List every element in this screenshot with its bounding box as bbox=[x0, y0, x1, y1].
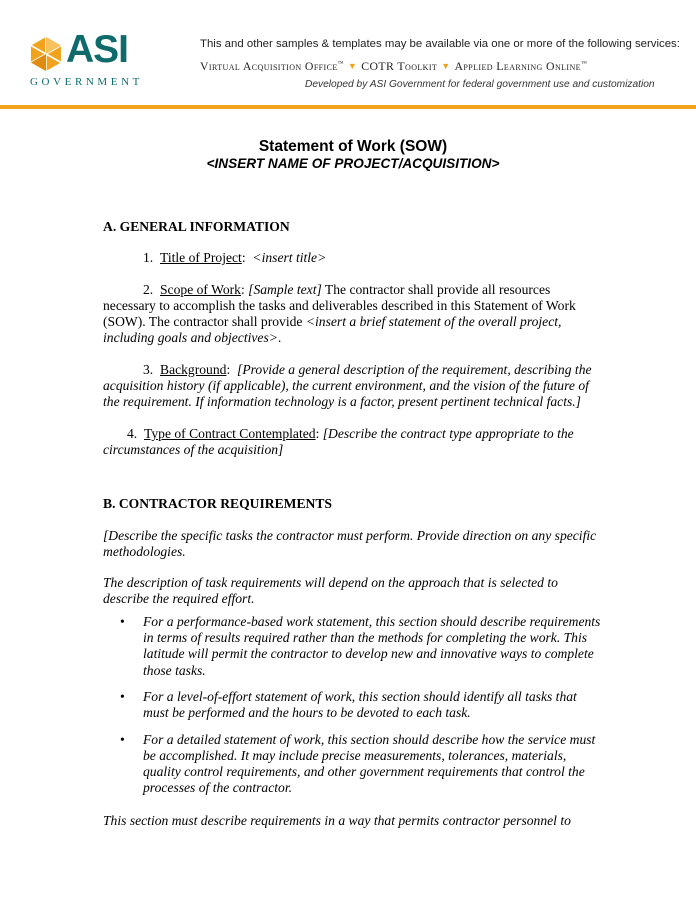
approach-text: The description of task requirements will depend on the approach that is selected to describe the required effort. bbox=[103, 575, 558, 607]
section-b-heading: B. CONTRACTOR REQUIREMENTS bbox=[103, 496, 332, 512]
trademark: ™ bbox=[580, 61, 588, 68]
page-header bbox=[0, 0, 696, 110]
service-virtual-acquisition-office[interactable]: Virtual Acquisition Office bbox=[200, 59, 338, 73]
item-background: 3. Background: [Provide a general description of the requirement, describing the acquisition history (if applicable), the current environment, and the vision of the future of the requirement. If information technology is a factor, present pertinent technical facts.] bbox=[103, 361, 592, 410]
developed-by-note: Developed by ASI Government for federal government use and customization bbox=[305, 79, 655, 90]
header-divider bbox=[0, 105, 696, 109]
item-scope-of-work: 2. Scope of Work: [Sample text] The contractor shall provide all resources necessary to accomplish the tasks and deliverables described in this Statement of Work (SOW). The contractor shall provide <insert a brief statement of the overall project, including goals and objectives>. bbox=[103, 281, 576, 346]
item-label: Title of Project bbox=[160, 250, 242, 266]
bullet-text: For a detailed statement of work, this section should describe how the service must be accomplished. It may include precise measurements, tolerances, materials, quality control requirements, and other government requirements that control the processes of the contractor. bbox=[143, 731, 596, 796]
item-placeholder: <insert a brief statement of the overall project, including goals and objectives> bbox=[103, 314, 562, 346]
item-sample-tag: [Sample text] bbox=[248, 281, 322, 297]
list-item bbox=[103, 614, 603, 679]
services-list bbox=[200, 59, 587, 74]
item-text: [Provide a general description of the requirement, describing the acquisition history (if applicable), the current environment, and the vision of the future of the requirement. If information technology is a factor, present pertinent technical facts.] bbox=[103, 361, 592, 410]
document-body bbox=[103, 138, 603, 829]
item-title-of-project: 1. Title of Project: <insert title> bbox=[143, 250, 327, 266]
item-text-end: . bbox=[277, 330, 282, 346]
closing-text: This section must describe requirements in a way that permits contractor personnel to bbox=[103, 812, 571, 828]
requirements-bullet-list bbox=[103, 614, 603, 797]
item-label: Type of Contract Contemplated bbox=[144, 425, 316, 441]
item-text: <insert title> bbox=[252, 250, 327, 266]
bullet-icon: • bbox=[120, 731, 125, 747]
section-b-approach bbox=[103, 575, 603, 608]
service-applied-learning-online[interactable]: Applied Learning Online bbox=[454, 59, 581, 73]
document-title: Statement of Work (SOW) bbox=[258, 138, 448, 155]
bullet-icon: • bbox=[120, 613, 125, 629]
document-subtitle: <INSERT NAME OF PROJECT/ACQUISITION> bbox=[206, 156, 500, 171]
services-intro: This and other samples & templates may be available via one or more of the following services: bbox=[200, 38, 680, 50]
logo-subtitle: GOVERNMENT bbox=[30, 76, 143, 88]
logo-wordmark: ASI bbox=[66, 28, 129, 71]
bullet-icon: • bbox=[120, 688, 125, 704]
item-number: 3. bbox=[143, 361, 154, 377]
item-number: 2. bbox=[143, 281, 154, 297]
service-cotr-toolkit[interactable]: COTR Toolkit bbox=[361, 59, 438, 73]
item-number: 1. bbox=[143, 250, 154, 266]
item-label: Scope of Work bbox=[160, 281, 241, 297]
triangle-bullet-icon: ▼ bbox=[441, 61, 451, 71]
triangle-bullet-icon: ▼ bbox=[347, 61, 358, 71]
item-label: Background bbox=[160, 361, 227, 377]
bullet-text: For a performance-based work statement, this section should describe requirements in terms of results required rather than the methods for completing the work. This latitude will permit the contractor to develop new and innovative ways to complete those tasks. bbox=[143, 613, 601, 678]
section-a-heading: A. GENERAL INFORMATION bbox=[103, 219, 290, 234]
item-text: The contractor shall provide all resources necessary to accomplish the tasks and deliverables described in this Statement of Work (SOW). The contractor shall provide bbox=[103, 281, 576, 330]
list-item bbox=[103, 689, 603, 722]
section-b-intro bbox=[103, 528, 603, 561]
list-item bbox=[103, 732, 603, 797]
intro-text: [Describe the specific tasks the contractor must perform. Provide direction on any specific methodologies. bbox=[103, 527, 597, 559]
section-b-closing bbox=[103, 813, 603, 829]
item-text: [Describe the contract type appropriate to the circumstances of the acquisition] bbox=[103, 425, 574, 457]
item-number: 4. bbox=[127, 425, 138, 441]
bullet-text: For a level-of-effort statement of work, this section should identify all tasks that must be performed and the hours to be devoted to each task. bbox=[143, 688, 577, 721]
trademark: ™ bbox=[337, 61, 344, 68]
item-contract-type: 4. Type of Contract Contemplated: [Describe the contract type appropriate to the circumstances of the acquisition] bbox=[103, 425, 574, 457]
